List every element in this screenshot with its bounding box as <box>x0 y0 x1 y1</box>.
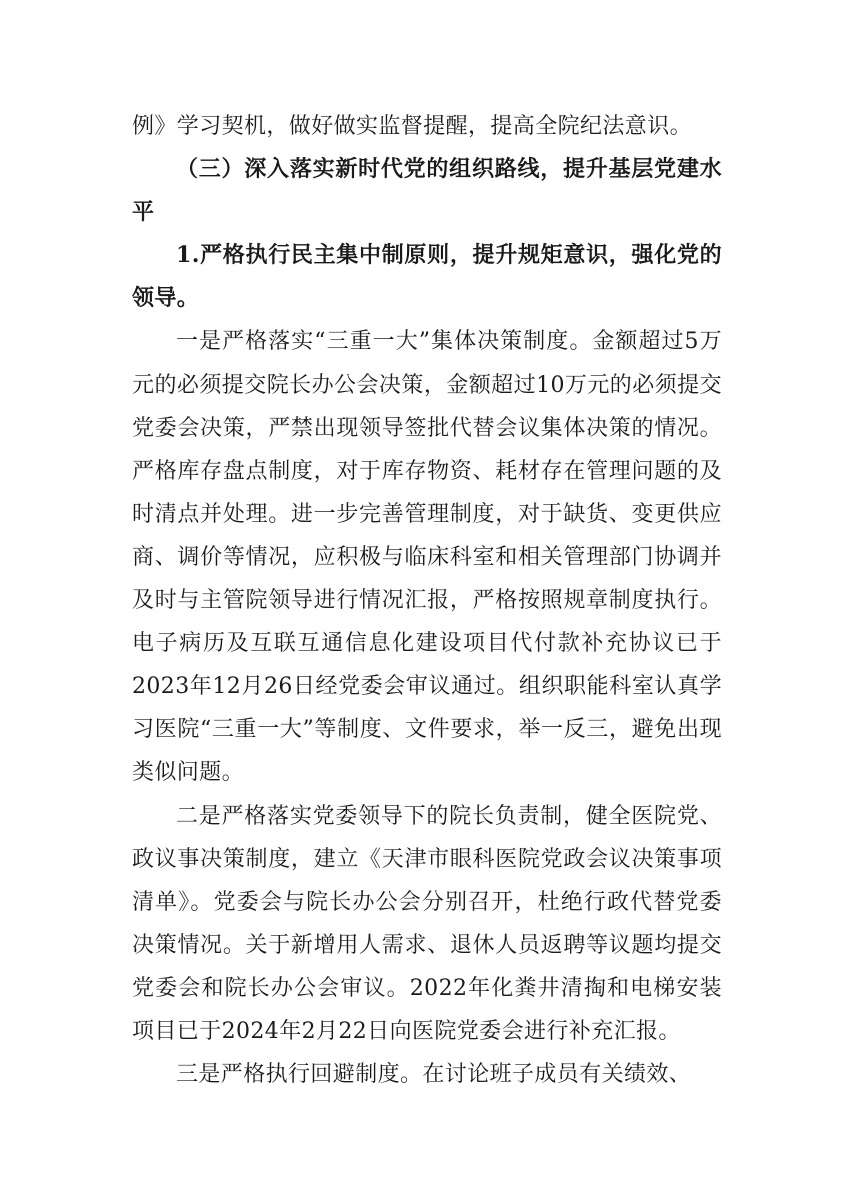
subsection-heading: 1.严格执行民主集中制原则，提升规矩意识，强化党的领导。 <box>132 242 722 312</box>
paragraph-body: 三是严格执行回避制度。在讨论班子成员有关绩效、 <box>176 1062 692 1088</box>
document-body <box>132 105 722 1096</box>
paragraph-continuation: 例》学习契机，做好做实监督提醒，提高全院纪法意识。 <box>132 114 693 139</box>
paragraph-body: 二是严格落实党委领导下的院长负责制，健全医院党、政议事决策制度，建立《天津市眼科医院党政会议决策事项清单》。党委会与院长办公会分别召开，杜绝行政代替党委决策情况。关于新增用人需求、退休人员返聘等议题均提交党委会和院长办公会审议。2022年化粪井清掏和电梯安装项目已于2024年2月22日向医院党委会进行补充汇报。 <box>132 803 722 1044</box>
paragraph-body: 一是严格落实“三重一大”集体决策制度。金额超过5万元的必须提交院长办公会决策，金额超过10万元的必须提交党委会决策，严禁出现领导签批代替会议集体决策的情况。严格库存盘点制度，对于库存物资、耗材存在管理问题的及时清点并处理。进一步完善管理制度，对于缺货、变更供应商、调价等情况，应积极与临床科室和相关管理部门协调并及时与主管院领导进行情况汇报，严格按照规章制度执行。电子病历及互联互通信息化建设项目代付款补充协议已于2023年12月26日经党委会审议通过。组织职能科室认真学习医院“三重一大”等制度、文件要求，举一反三，避免出现类似问题。 <box>132 329 722 786</box>
section-heading: （三）深入落实新时代党的组织路线，提升基层党建水平 <box>132 156 722 226</box>
